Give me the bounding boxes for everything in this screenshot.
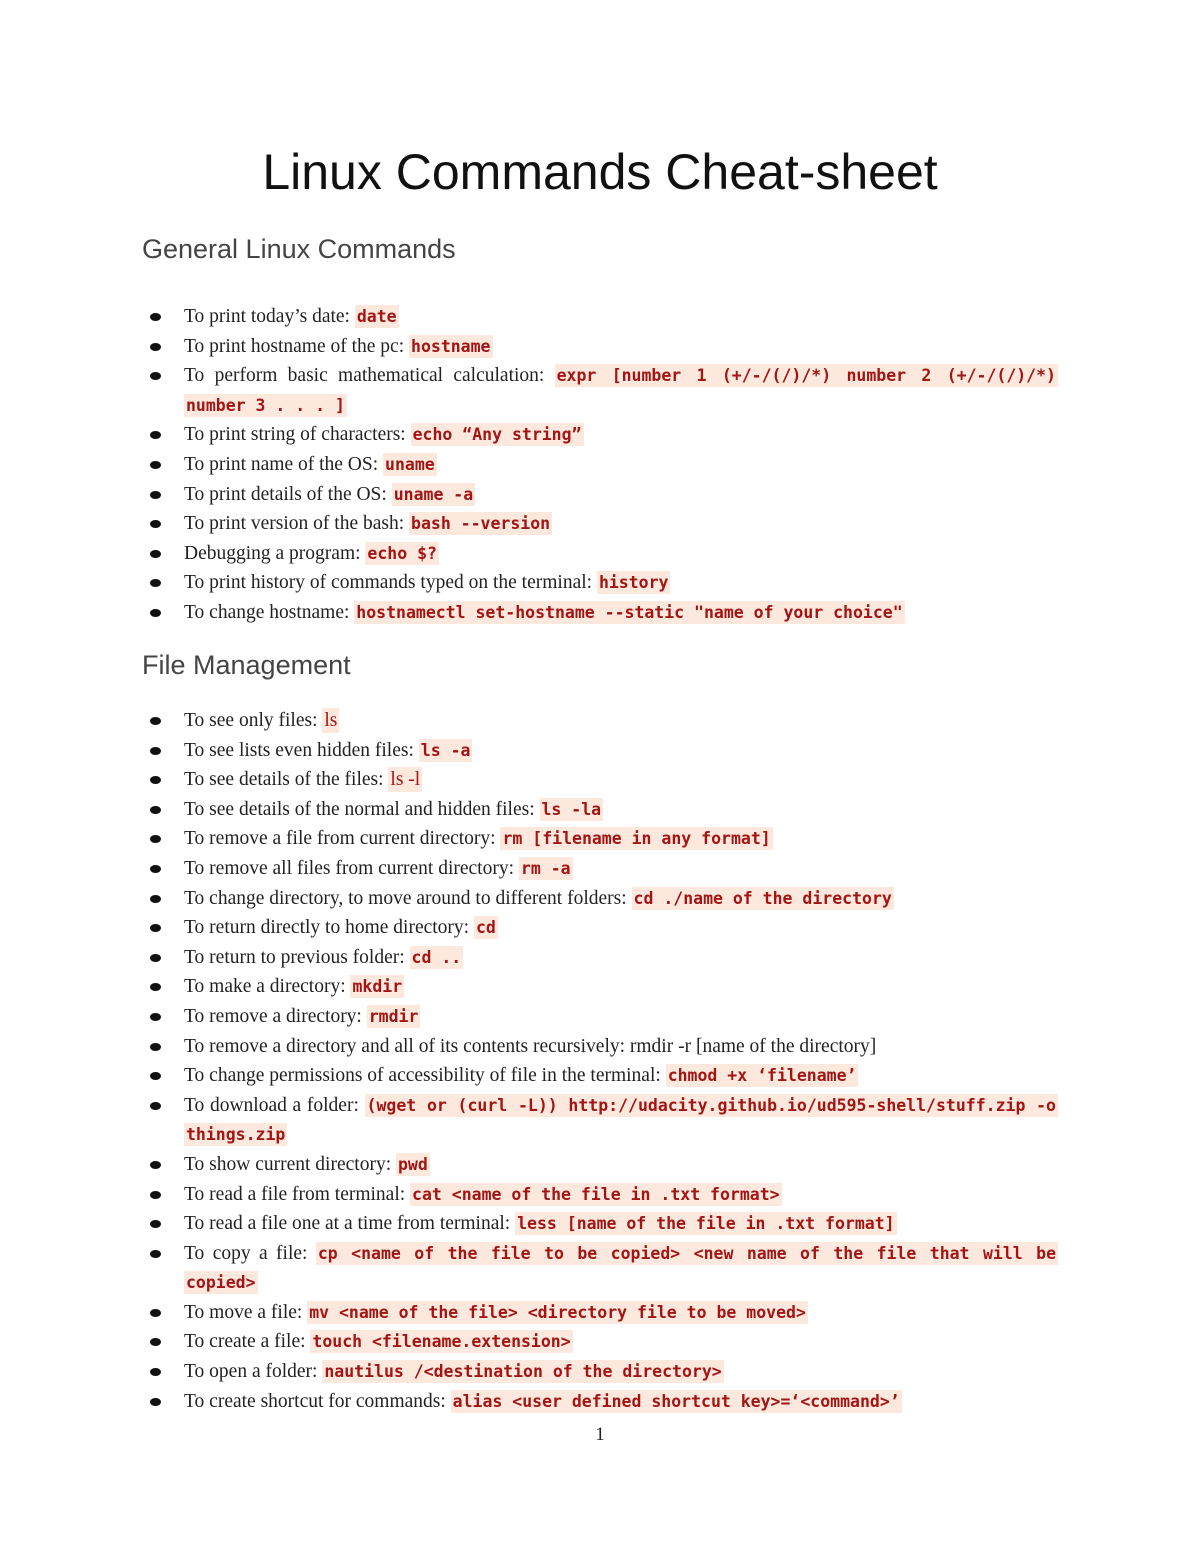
bullet-icon <box>150 1013 161 1021</box>
command-code: expr [number 1 (+/-/(/)/*) number 2 (+/-/(/)/*) number 3 . . . ] <box>186 366 1056 415</box>
item-text: To change permissions of accessibility of file in the terminal: <box>184 1065 666 1087</box>
item-text: To print name of the OS: <box>184 453 384 475</box>
command-code: rm -a <box>520 858 571 878</box>
list-item <box>0 884 1200 914</box>
bullet-icon <box>150 1220 161 1228</box>
list-item <box>0 332 1200 362</box>
list-item <box>0 1061 1200 1091</box>
list-item <box>0 1002 1200 1032</box>
bullet-icon <box>150 1072 161 1080</box>
bullet-icon <box>150 1191 161 1199</box>
item-text: To see lists even hidden files: <box>184 739 419 761</box>
list-item <box>0 854 1200 884</box>
item-text: To make a directory: <box>184 976 351 998</box>
bullet-icon <box>150 372 161 380</box>
command-code: cp <name of the file to be copied> <new name of the file that will be copied> <box>186 1243 1056 1293</box>
bullet-icon <box>150 1161 161 1169</box>
bullet-icon <box>150 431 161 439</box>
item-text: To see only files: <box>184 710 323 731</box>
item-text: To see details of the files: <box>184 769 389 791</box>
bullet-icon <box>150 1043 161 1051</box>
general-commands-list <box>0 302 1200 628</box>
item-text: To print history of commands typed on the terminal: <box>184 572 597 594</box>
command-code: history <box>598 573 669 593</box>
list-item <box>0 568 1200 598</box>
command-code: chmod +x ‘filename’ <box>667 1066 857 1086</box>
item-text: To download a folder: <box>184 1094 365 1116</box>
bullet-icon <box>150 550 161 558</box>
command-code: mkdir <box>352 977 403 997</box>
item-text: To return directly to home directory: <box>184 917 474 939</box>
item-text: To open a folder: <box>184 1361 323 1383</box>
command-code: date <box>356 307 397 326</box>
list-item <box>0 943 1200 973</box>
list-item <box>0 972 1200 1002</box>
item-text: To remove a file from current directory: <box>184 828 501 850</box>
item-text: To remove a directory: <box>184 1005 367 1027</box>
bullet-icon <box>150 924 161 932</box>
file-management-list <box>0 706 1200 1416</box>
section-heading-file-management: File Management <box>142 650 351 680</box>
list-item <box>0 480 1200 510</box>
list-item <box>0 913 1200 943</box>
item-text: To remove a directory and all of its contents recursively: rmdir -r [name of the directory] <box>184 1035 877 1057</box>
item-text: To print details of the OS: <box>184 483 392 505</box>
bullet-icon <box>150 747 161 755</box>
command-code: alias <user defined shortcut key>=‘<command>’ <box>452 1391 900 1411</box>
list-item <box>0 1150 1200 1180</box>
command-code: hostnamectl set-hostname --static "name of your choice" <box>356 602 903 622</box>
list-item <box>0 1239 1200 1298</box>
item-text: To show current directory: <box>184 1153 396 1175</box>
list-item <box>0 420 1200 450</box>
item-text: To create a file: <box>184 1331 311 1353</box>
command-code: ls <box>324 710 338 731</box>
list-item <box>0 361 1200 420</box>
list-item <box>0 450 1200 480</box>
command-code: less [name of the file in .txt format] <box>517 1214 895 1234</box>
item-text: To read a file one at a time from terminal: <box>184 1213 516 1235</box>
list-item <box>0 539 1200 569</box>
item-text: To return to previous folder: <box>184 946 410 968</box>
command-code: cd <box>475 918 496 938</box>
command-code: mv <name of the file> <directory file to be moved> <box>309 1302 806 1322</box>
bullet-icon <box>150 895 161 903</box>
item-text: Debugging a program: <box>184 542 366 564</box>
bullet-icon <box>150 343 161 351</box>
item-text: To create shortcut for commands: <box>184 1390 451 1412</box>
page-number: 1 <box>595 1424 605 1445</box>
item-text: To copy a file: <box>184 1242 316 1264</box>
command-code: rmdir <box>368 1006 419 1026</box>
bullet-icon <box>150 1250 161 1258</box>
list-item <box>0 736 1200 766</box>
bullet-icon <box>150 983 161 991</box>
page-title: Linux Commands Cheat-sheet <box>262 144 938 200</box>
list-item <box>0 598 1200 628</box>
command-code: (wget or (curl -L)) http://udacity.github.io/ud595-shell/stuff.zip -o things.zip <box>186 1095 1056 1145</box>
command-code: ls -l <box>390 769 421 791</box>
bullet-icon <box>150 609 161 617</box>
bullet-icon <box>150 865 161 873</box>
item-text: To print string of characters: <box>184 424 411 446</box>
command-code: echo “Any string” <box>412 425 582 445</box>
list-item <box>0 302 1200 332</box>
command-code: touch <filename.extension> <box>312 1332 571 1352</box>
list-item <box>0 1091 1200 1150</box>
command-code: ls -la <box>541 799 602 819</box>
command-code: cat <name of the file in .txt format> <box>412 1184 780 1204</box>
list-item <box>0 824 1200 854</box>
item-text: To change directory, to move around to different folders: <box>184 887 632 909</box>
item-text: To change hostname: <box>184 601 355 623</box>
bullet-icon <box>150 835 161 843</box>
bullet-icon <box>150 806 161 814</box>
bullet-icon <box>150 491 161 499</box>
list-item <box>0 1180 1200 1210</box>
item-text: To print hostname of the pc: <box>184 335 410 357</box>
bullet-icon <box>150 1102 161 1110</box>
item-text: To print today’s date: <box>184 306 355 327</box>
list-item <box>0 1209 1200 1239</box>
list-item <box>0 795 1200 825</box>
command-code: pwd <box>398 1154 428 1174</box>
command-code: nautilus /<destination of the directory> <box>324 1362 722 1382</box>
item-text: To print version of the bash: <box>184 513 410 535</box>
command-code: cd ./name of the directory <box>633 888 892 908</box>
bullet-icon <box>150 776 161 784</box>
list-item <box>0 1327 1200 1357</box>
bullet-icon <box>150 520 161 528</box>
list-item <box>0 1357 1200 1387</box>
bullet-icon <box>150 579 161 587</box>
list-item <box>0 706 1200 736</box>
command-code: uname -a <box>393 484 474 504</box>
bullet-icon <box>150 717 161 725</box>
item-text: To see details of the normal and hidden files: <box>184 798 540 820</box>
item-text: To perform basic mathematical calculation: <box>184 365 555 387</box>
bullet-icon <box>150 313 161 321</box>
bullet-icon <box>150 1338 161 1346</box>
item-text: To remove all files from current directory: <box>184 857 519 879</box>
command-code: bash --version <box>411 514 551 534</box>
list-item <box>0 765 1200 795</box>
command-code: rm [filename in any format] <box>502 829 771 849</box>
bullet-icon <box>150 461 161 469</box>
list-item <box>0 509 1200 539</box>
section-heading-general: General Linux Commands <box>142 234 456 264</box>
bullet-icon <box>150 954 161 962</box>
command-code: ls -a <box>420 740 471 760</box>
command-code: echo $? <box>367 543 437 563</box>
item-text: To read a file from terminal: <box>184 1183 411 1205</box>
list-item <box>0 1298 1200 1328</box>
command-code: hostname <box>411 336 491 356</box>
list-item <box>0 1387 1200 1417</box>
list-item <box>0 1032 1200 1062</box>
bullet-icon <box>150 1309 161 1317</box>
command-code: cd .. <box>411 947 462 967</box>
command-code: uname <box>385 454 435 474</box>
bullet-icon <box>150 1398 161 1406</box>
bullet-icon <box>150 1368 161 1376</box>
item-text: To move a file: <box>184 1301 308 1323</box>
